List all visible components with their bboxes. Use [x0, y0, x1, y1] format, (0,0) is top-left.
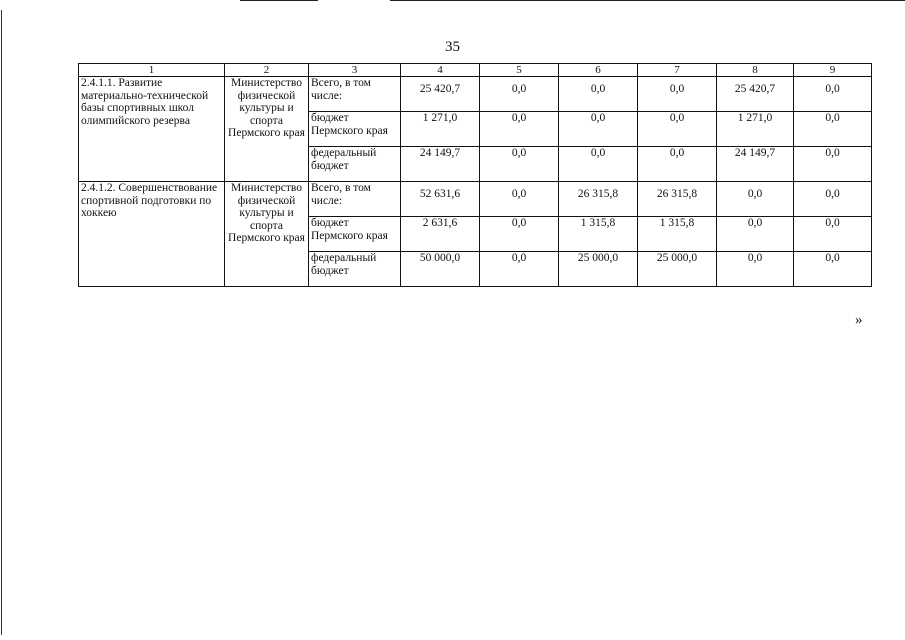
value-cell: 52 631,6: [401, 182, 480, 217]
value-cell: 0,0: [794, 112, 872, 147]
column-header: 9: [794, 64, 872, 77]
column-header: 3: [309, 64, 401, 77]
value-cell: 1 271,0: [717, 112, 794, 147]
activity-title: 2.4.1.2. Совершенствование спортивной подготовки по хоккею: [79, 182, 225, 287]
value-cell: 0,0: [794, 182, 872, 217]
value-cell: 1 315,8: [559, 217, 638, 252]
value-cell: 0,0: [794, 147, 872, 182]
value-cell: 0,0: [559, 147, 638, 182]
column-header: 7: [638, 64, 717, 77]
value-cell: 0,0: [480, 77, 559, 112]
value-cell: 0,0: [638, 147, 717, 182]
value-cell: 1 315,8: [638, 217, 717, 252]
value-cell: 0,0: [480, 182, 559, 217]
value-cell: 0,0: [717, 182, 794, 217]
column-header: 4: [401, 64, 480, 77]
scan-edge-top: [240, 0, 318, 1]
column-header: 5: [480, 64, 559, 77]
value-cell: 25 000,0: [559, 252, 638, 287]
column-header: 1: [79, 64, 225, 77]
column-header: 8: [717, 64, 794, 77]
value-cell: 0,0: [638, 112, 717, 147]
value-cell: 0,0: [559, 112, 638, 147]
value-cell: 0,0: [480, 112, 559, 147]
value-cell: 0,0: [559, 77, 638, 112]
funding-source: Всего, в том числе:: [309, 182, 401, 217]
value-cell: 50 000,0: [401, 252, 480, 287]
value-cell: 26 315,8: [559, 182, 638, 217]
funding-source: бюджет Пермского края: [309, 217, 401, 252]
value-cell: 24 149,7: [717, 147, 794, 182]
header-row: [79, 64, 872, 77]
column-header: 2: [225, 64, 309, 77]
value-cell: 0,0: [794, 217, 872, 252]
scan-edge-top: [390, 0, 905, 1]
value-cell: 0,0: [794, 77, 872, 112]
scan-edge-left: [1, 10, 2, 635]
value-cell: 0,0: [794, 252, 872, 287]
responsible-ministry: Министерство физической культуры и спорта Пермского края: [225, 182, 309, 287]
value-cell: 0,0: [717, 217, 794, 252]
value-cell: 24 149,7: [401, 147, 480, 182]
value-cell: 25 420,7: [717, 77, 794, 112]
responsible-ministry: Министерство физической культуры и спорта Пермского края: [225, 77, 309, 182]
value-cell: 0,0: [480, 217, 559, 252]
value-cell: 0,0: [480, 252, 559, 287]
funding-source: федеральный бюджет: [309, 147, 401, 182]
value-cell: 2 631,6: [401, 217, 480, 252]
funding-source: федеральный бюджет: [309, 252, 401, 287]
value-cell: 26 315,8: [638, 182, 717, 217]
value-cell: 0,0: [638, 77, 717, 112]
table-row: [79, 77, 872, 112]
table-row: [79, 182, 872, 217]
closing-quote: »: [855, 312, 863, 328]
value-cell: 0,0: [480, 147, 559, 182]
page-number: 35: [445, 39, 460, 55]
value-cell: 25 420,7: [401, 77, 480, 112]
value-cell: 25 000,0: [638, 252, 717, 287]
funding-source: Всего, в том числе:: [309, 77, 401, 112]
value-cell: 0,0: [717, 252, 794, 287]
budget-table: [78, 63, 872, 287]
value-cell: 1 271,0: [401, 112, 480, 147]
column-header: 6: [559, 64, 638, 77]
activity-title: 2.4.1.1. Развитие материально-технической базы спортивных школ олимпийского резерва: [79, 77, 225, 182]
funding-source: бюджет Пермского края: [309, 112, 401, 147]
